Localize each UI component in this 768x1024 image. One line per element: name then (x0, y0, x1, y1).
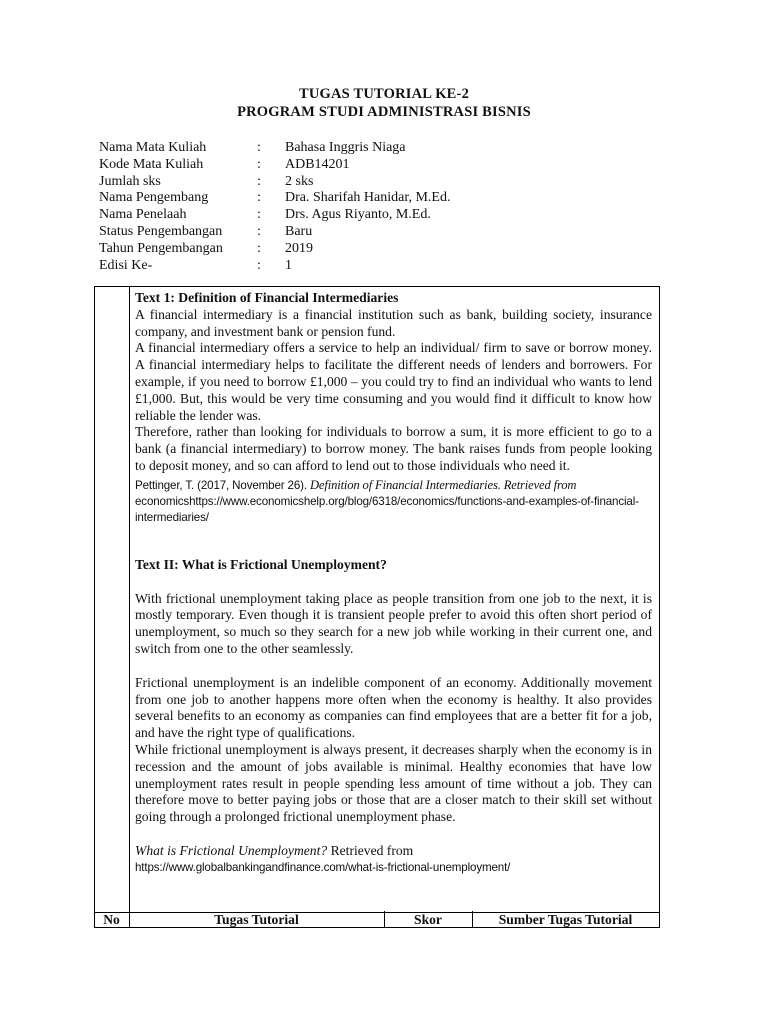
text2-heading: Text II: What is Frictional Unemployment? (135, 556, 387, 572)
info-value: Dra. Sharifah Hanidar, M.Ed. (285, 190, 451, 206)
info-value: 2019 (285, 240, 313, 256)
citation-url: https://www.globalbankingandfinance.com/what-is-frictional-unemployment/ (135, 860, 511, 874)
program-title: PROGRAM STUDI ADMINISTRASI BISNIS (237, 104, 531, 120)
info-label: Nama Pengembang (99, 190, 209, 206)
citation-url: economicshttps://www.economicshelp.org/blog/6318/economics/functions-and-examples-of-financial-intermediaries/ (135, 494, 639, 524)
info-value: Baru (285, 223, 313, 239)
header-skor: Skor (414, 912, 442, 927)
info-row (99, 190, 450, 207)
info-row (99, 224, 450, 241)
info-label: Tahun Pengembangan (99, 240, 223, 256)
info-label: Nama Penelaah (99, 207, 187, 223)
info-label: Kode Mata Kuliah (99, 156, 204, 172)
citation-retrieved: Retrieved from (327, 842, 414, 858)
text1-paragraph: A financial intermediary offers a service to help an individual/ firm to save or borrow money. A financial intermediary helps to facilitate the different needs of lenders and borrowers. For example, if you need to borrow £1,000 – you could try to find an individual who wants to lend £1,000. But, this would be very time consuming and you would find it difficult to know how reliable the lender was. (135, 340, 652, 423)
header-sumber: Sumber Tugas Tutorial (498, 912, 633, 927)
text1-heading: Text 1: Definition of Financial Intermediaries (135, 290, 399, 305)
citation-title: Definition of Financial Intermediaries. Retrieved from (309, 477, 577, 492)
info-value: Drs. Agus Riyanto, M.Ed. (285, 207, 431, 223)
text2-paragraph: Frictional unemployment is an indelible component of an economy. Additionally movement from one job to another happens more often when the economy is healthy. It also provides several benefits to an economy as companies can find employees that are a better fit for a job, and have the right type of qualifications. (135, 674, 652, 741)
info-colon: : (257, 223, 261, 239)
info-colon: : (257, 140, 261, 155)
text1-citation (135, 477, 652, 526)
text1-paragraph: Therefore, rather than looking for individuals to borrow a sum, it is more efficient to go to a bank (a financial intermediary) to borrow money. The bank raises funds from people looking to deposit money, and so can afford to lend out to those individuals who need it. (135, 424, 652, 473)
info-row (99, 207, 450, 224)
text1-paragraph: A financial intermediary is a financial institution such as bank, building society, insurance company, and investment bank or pension fund. (135, 306, 652, 339)
header-no: No (103, 912, 120, 927)
info-colon: : (257, 173, 261, 189)
info-colon: : (257, 257, 261, 273)
info-colon: : (257, 190, 261, 206)
document-title: TUGAS TUTORIAL KE-2 (298, 86, 470, 102)
info-label: Jumlah sks (99, 173, 161, 189)
info-value: Bahasa Inggris Niaga (285, 140, 406, 155)
info-row (99, 241, 450, 258)
reading-texts (135, 290, 652, 876)
course-info (99, 140, 450, 274)
info-colon: : (257, 156, 261, 172)
citation-title: What is Frictional Unemployment? (135, 842, 328, 858)
info-row (99, 140, 450, 157)
info-value: ADB14201 (285, 156, 350, 172)
info-row (99, 174, 450, 191)
text2-paragraph: While frictional unemployment is always present, it decreases sharply when the economy is in recession and the amount of jobs available is minimal. Healthy economies that have low unemployment rates result in people spending less amount of time without a job. They can therefore move to better paying jobs or those that are a closer match to their skill set without going through a prolonged frictional unemployment phase. (135, 741, 652, 825)
info-label: Status Pengembangan (99, 223, 223, 239)
info-label: Edisi Ke- (99, 257, 153, 273)
info-value: 1 (285, 257, 292, 273)
info-colon: : (257, 240, 261, 256)
info-value: 2 sks (285, 173, 314, 189)
info-row (99, 258, 450, 275)
citation-author: Pettinger, T. (2017, November 26). (135, 478, 310, 492)
info-label: Nama Mata Kuliah (99, 140, 207, 155)
column-divider (129, 287, 130, 912)
info-row (99, 157, 450, 174)
header-tugas-tutorial: Tugas Tutorial (214, 912, 299, 927)
text2-citation (135, 843, 652, 860)
text2-paragraph: With frictional unemployment taking place as people transition from one job to the next, it is mostly temporary. Even though it is transient people prefer to avoid this often short period of unemployment, so much so they search for a new job while working in their current one, and switch from one to the other seamlessly. (135, 590, 652, 656)
info-colon: : (257, 207, 261, 223)
